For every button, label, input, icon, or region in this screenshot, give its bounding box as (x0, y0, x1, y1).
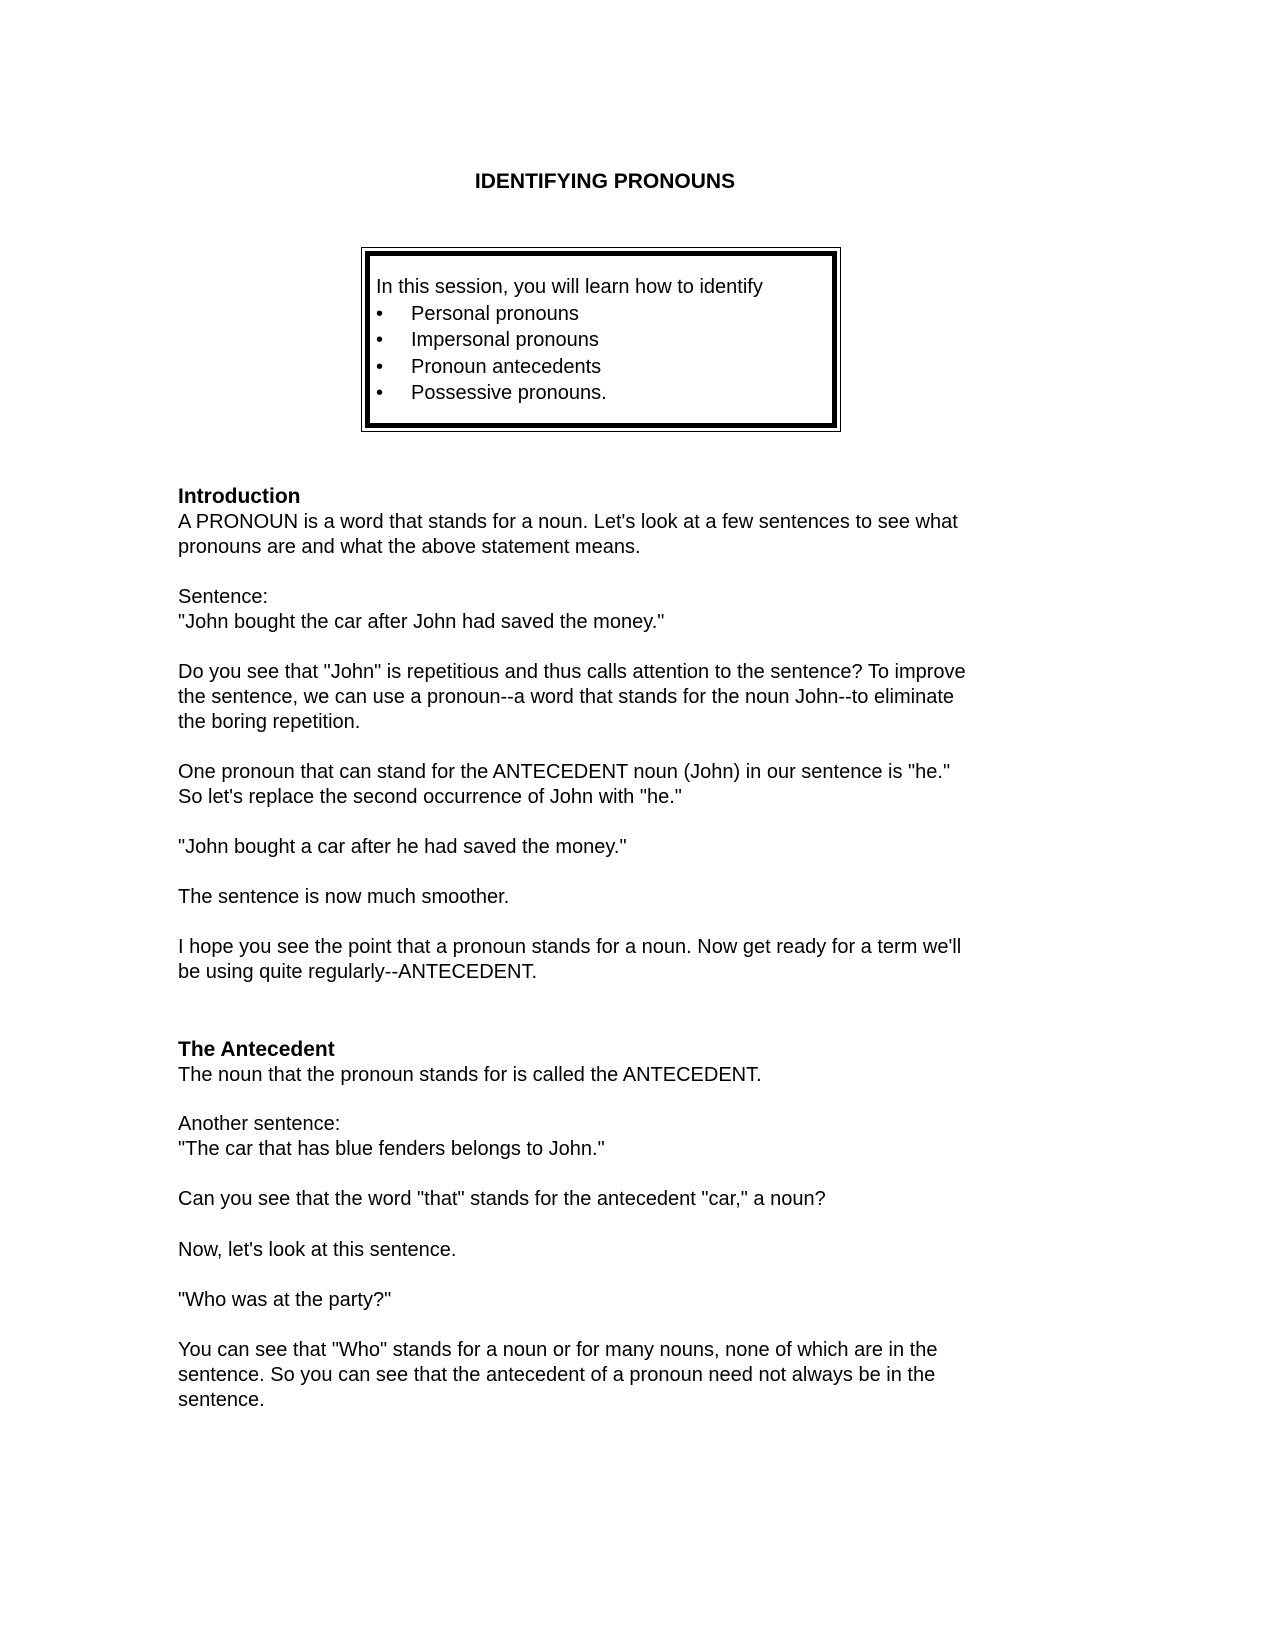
section-heading-introduction: Introduction (178, 485, 301, 508)
text-line: So let's replace the second occurrence of John with "he." (178, 786, 682, 808)
objectives-content (376, 274, 763, 407)
paragraph (178, 510, 1038, 560)
bullet-icon: • (376, 355, 384, 378)
paragraph (178, 885, 1038, 910)
text-line: You can see that "Who" stands for a noun or for many nouns, none of which are in the (178, 1339, 938, 1361)
text-line: The sentence is now much smoother. (178, 886, 510, 908)
text-line: Do you see that "John" is repetitious and thus calls attention to the sentence? To improve (178, 661, 966, 683)
objective-label: Impersonal pronouns (411, 329, 599, 351)
paragraph (178, 1338, 1038, 1413)
paragraph (178, 585, 1038, 635)
bullet-icon: • (376, 329, 384, 351)
paragraph (178, 1187, 1038, 1212)
bullet-icon: • (376, 382, 384, 404)
text-line: Sentence: (178, 586, 269, 608)
text-line: be using quite regularly--ANTECEDENT. (178, 961, 538, 983)
paragraph (178, 1112, 1038, 1162)
objective-label: Pronoun antecedents (411, 355, 602, 378)
text-line: the boring repetition. (178, 711, 361, 733)
paragraph (178, 935, 1038, 985)
text-line: A PRONOUN is a word that stands for a noun. Let's look at a few sentences to see what (178, 511, 958, 533)
section-heading-the-antecedent: The Antecedent (178, 1038, 335, 1061)
example-sentence: "John bought a car after he had saved the money." (178, 836, 627, 858)
paragraph (178, 760, 1038, 810)
objective-item (376, 301, 763, 328)
page-title: IDENTIFYING PRONOUNS (474, 170, 736, 193)
text-line: Another sentence: (178, 1113, 341, 1135)
text-line: Can you see that the word "that" stands for the antecedent "car," a noun? (178, 1188, 826, 1210)
paragraph (178, 835, 1038, 860)
text-line: One pronoun that can stand for the ANTECEDENT noun (John) in our sentence is "he." (178, 761, 951, 783)
text-line: pronouns are and what the above statement means. (178, 536, 641, 558)
example-sentence: "John bought the car after John had saved the money." (178, 611, 665, 633)
example-sentence: "Who was at the party?" (178, 1289, 392, 1311)
example-sentence: "The car that has blue fenders belongs to John." (178, 1138, 605, 1160)
text-line: the sentence, we can use a pronoun--a word that stands for the noun John--to eliminate (178, 686, 955, 708)
text-line: The noun that the pronoun stands for is called the ANTECEDENT. (178, 1064, 762, 1086)
objective-label: Personal pronouns (411, 302, 579, 325)
objective-label: Possessive pronouns. (411, 382, 607, 404)
paragraph (178, 1288, 1038, 1313)
paragraph (178, 1238, 1038, 1263)
text-line: sentence. (178, 1389, 265, 1411)
objectives-intro: In this session, you will learn how to identify (376, 276, 763, 298)
objective-item (376, 354, 763, 381)
text-line: sentence. So you can see that the antecedent of a pronoun need not always be in the (178, 1364, 936, 1386)
paragraph (178, 1063, 1038, 1088)
bullet-icon: • (376, 302, 384, 325)
objective-item (376, 380, 763, 407)
text-line: I hope you see the point that a pronoun stands for a noun. Now get ready for a term we'll (178, 936, 962, 958)
objectives-list (376, 301, 763, 407)
objective-item (376, 327, 763, 354)
paragraph (178, 660, 1038, 735)
text-line: Now, let's look at this sentence. (178, 1239, 457, 1261)
